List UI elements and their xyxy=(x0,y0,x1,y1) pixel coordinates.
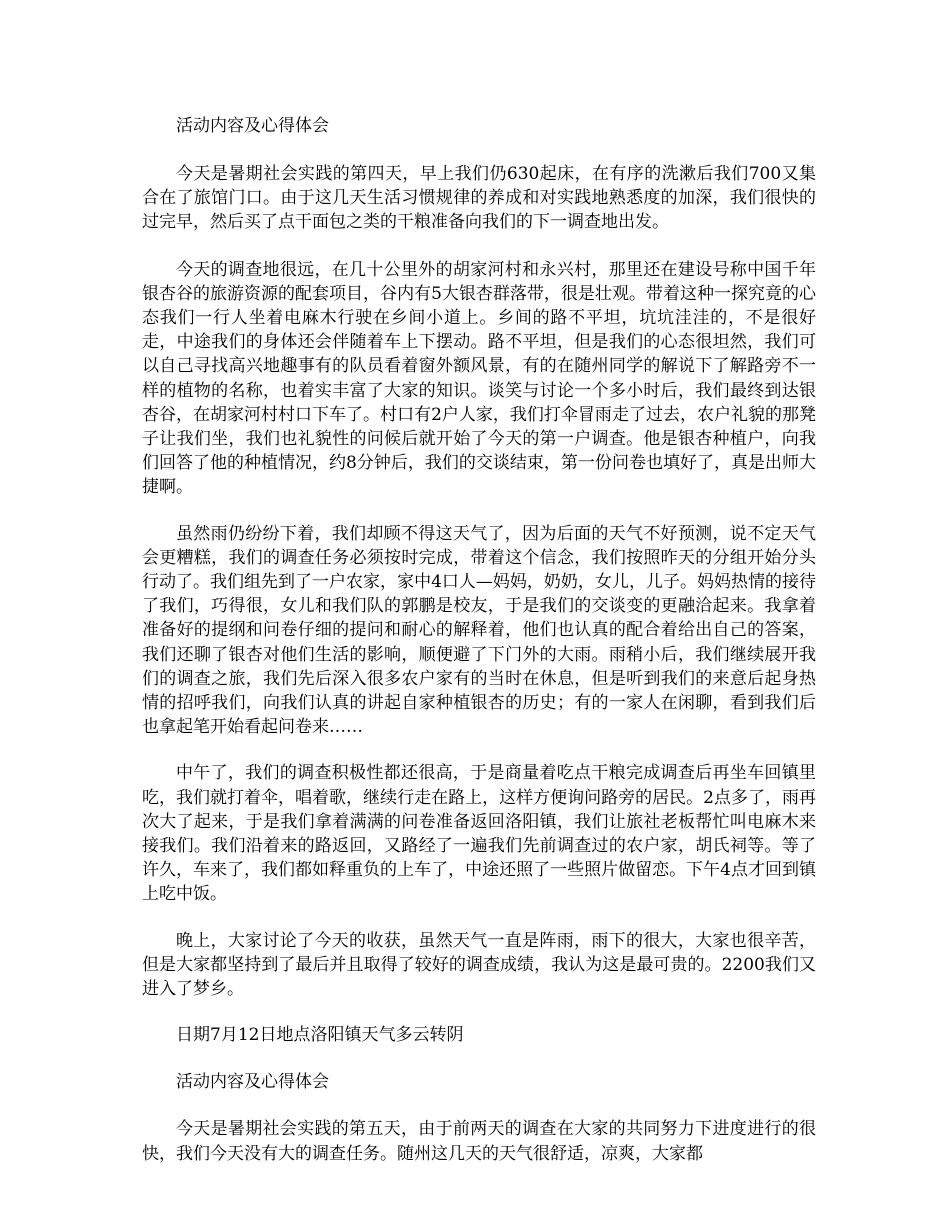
section-heading: 活动内容及心得体会 xyxy=(176,116,329,136)
paragraph: 虽然雨仍纷纷下着，我们却顾不得这天气了，因为后面的天气不好预测，说不定天气会更糟糕，我们的调查任务必须按时完成，带着这个信念，我们按照昨天的分组开始分头行动了。我们组先到了一户农家，家中4口人—妈妈，奶奶，女儿，儿子。妈妈热情的接待了我们，巧得很，女儿和我们队的郭鹏是校友，于是我们的交谈变的更融洽起来。我拿着准备好的提纲和问卷仔细的提问和耐心的解释着，他们也认真的配合着给出自己的答案，我们还聊了银杏对他们生活的影响，顺便避了下门外的大雨。雨稍小后，我们继续展开我们的调查之旅，我们先后深入很多农户家有的当时在休息，但是听到我们的来意后起身热情的招呼我们，向我们认真的讲起自家种植银杏的历史；有的一家人在闲聊，看到我们后也拿起笔开始看起问卷来…… xyxy=(142,523,816,738)
paragraph: 今天是暑期社会实践的第五天，由于前两天的调查在大家的共同努力下进度进行的很快，我们今天没有大的调查任务。随州这几天的天气很舒适，凉爽，大家都 xyxy=(142,1119,816,1164)
spacer xyxy=(142,907,816,929)
section-heading: 活动内容及心得体会 xyxy=(176,1072,329,1093)
paragraph: 今天的调查地很远，在几十公里外的胡家河村和永兴村，那里还在建设号称中国千年银杏谷的旅游资源的配套项目，谷内有5大银杏群落带，很是壮观。带着这种一探究竟的心态我们一行人坐着电麻木行驶在乡间小道上。乡间的路不平坦，坑坑洼洼的，不是很好走，中途我们的身体还会伴随着车上下摆动。路不平坦，但是我们的心态很坦然，我们可以自己寻找高兴地趣事有的队员看着窗外额风景，有的在随州同学的解说下了解路旁不一样的植物的名称，也着实丰富了大家的知识。谈笑与讨论一个多小时后，我们最终到达银杏谷，在胡家河村村口下车了。村口有2户人家，我们打伞冒雨走了过去，农户礼貌的那凳子让我们坐，我们也礼貌性的问候后就开始了今天的第一户调查。他是银杏种植户，向我们回答了他的种植情况，约8分钟后，我们的交谈结束，第一份问卷也填好了，真是出师大捷啊。 xyxy=(142,259,816,498)
spacer xyxy=(142,1001,816,1023)
paragraph: 中午了，我们的调查积极性都还很高，于是商量着吃点干粮完成调查后再坐车回镇里吃，我们就打着伞，唱着歌，继续行走在路上，这样方便询问路旁的居民。2点多了，雨再次大了起来，于是我们拿着满满的问卷准备返回洛阳镇，我们让旅社老板帮忙叫电麻木来接我们。我们沿着来的路返回，又路经了一遍我们先前调查过的农户家，胡氏祠等。等了许久，车来了，我们都如释重负的上车了，中途还照了一些照片做留恋。下午4点才回到镇上吃中饭。 xyxy=(142,763,816,905)
spacer xyxy=(142,739,816,761)
spacer xyxy=(142,235,816,258)
date-location-weather-line: 日期7月12日地点洛阳镇天气多云转阴 xyxy=(176,1025,464,1046)
spacer xyxy=(142,139,816,162)
paragraph: 今天是暑期社会实践的第四天，早上我们仍630起床，在有序的洗漱后我们700又集合在了旅馆门口。由于这几天生活习惯规律的养成和对实践地熟悉度的加深，我们很快的过完早，然后买了点干面包之类的干粮准备向我们的下一调查地出发。 xyxy=(142,164,816,233)
spacer xyxy=(142,500,816,522)
document-body xyxy=(142,114,816,1166)
spacer xyxy=(142,1048,816,1070)
spacer xyxy=(142,1095,816,1117)
paragraph: 晚上，大家讨论了今天的收获，虽然天气一直是阵雨，雨下的很大，大家也很辛苦，但是大家都坚持到了最后并且取得了较好的调查成绩，我认为这是最可贵的。2200我们又进入了梦乡。 xyxy=(142,930,816,1000)
